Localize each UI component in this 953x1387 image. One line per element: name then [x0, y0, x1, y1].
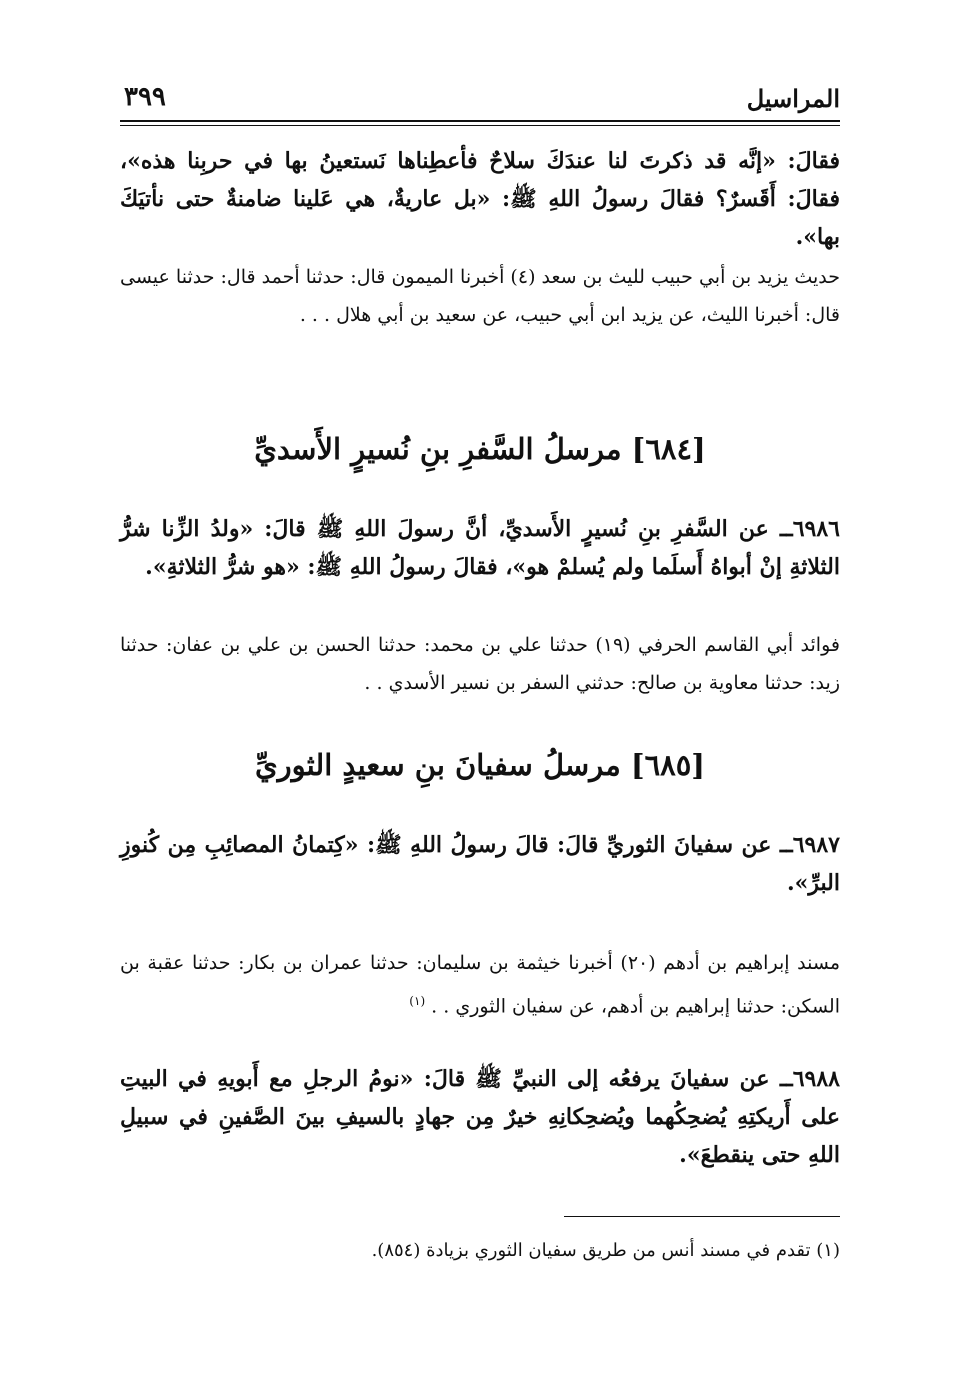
source-citation: حديث يزيد بن أبي حبيب لليث بن سعد (٤) أخبرنا الميمون قال: حدثنا أحمد قال: حدثنا عيسى قال: أخبرنا الليث، عن يزيد ابن أبي حبيب، عن سعيد بن أبي هلال . . .: [120, 266, 840, 326]
header-rule-thick: [120, 120, 840, 122]
hadith-continuation: فقالَ: «إنَّه قد ذكرتَ لنا عندَكَ سلاحٌ فأعطِناها نَستعينُ بها في حربِنا هذه»، فقالَ: أَقَسرٌ؟ فقالَ رسولُ اللهِ ﷺ: «بل عاريةٌ، هي عَلينا ضامنةٌ حتى نأتيَكَ بها».: [120, 148, 840, 250]
header-title: المراسيل: [746, 84, 840, 113]
hadith-6986: ٦٩٨٦ــ عن السَّفرِ بنِ نُسيرٍ الأَسديِّ، أنَّ رسولَ اللهِ ﷺ قالَ: «ولدُ الزِّنا شرُّ الثلاثةِ إنْ أبواهُ أَسلَما ولم يُسلمْ هو»، فقالَ رسولُ اللهِ ﷺ: «هو شرُّ الثلاثةِ».: [120, 516, 840, 580]
chapter-heading-685: [٦٨٥] مرسلُ سفيانَ بنِ سعيدٍ الثوريِّ: [254, 748, 706, 782]
running-header: [120, 78, 840, 118]
footnote: (١) تقدم في مسند أنس من طريق سفيان الثوري بزيادة (٨٥٤).: [371, 1240, 840, 1261]
hadith-6987: ٦٩٨٧ــ عن سفيانَ الثوريِّ قالَ: قالَ رسولُ اللهِ ﷺ: «كِتمانُ المصائِبِ مِن كُنوزِ البرِّ».: [120, 832, 840, 896]
hadith-6988: ٦٩٨٨ــ عن سفيانَ يرفعُه إلى النبيِّ ﷺ قالَ: «نومُ الرجلِ مع أَبويهِ في البيتِ على أَريكتِهِ يُضحِكُهما ويُضحِكانِهِ خيرٌ مِن جهادٍ بالسيفِ بينَ الصَّفينِ في سبيلِ اللهِ حتى ينقطعَ».: [120, 1066, 840, 1168]
header-rule-thin: [120, 125, 840, 126]
source-citation: [120, 944, 840, 1025]
chapter-heading-684: [٦٨٤] مرسلُ السَّفرِ بنِ نُسيرٍ الأَسديِّ: [254, 432, 706, 466]
source-text: مسند إبراهيم بن أدهم (٢٠) أخبرنا خيثمة بن سليمان: حدثنا عمران بن بكار: حدثنا عقبة بن السكن: حدثنا إبراهيم بن أدهم، عن سفيان الثوري . .: [120, 952, 841, 1018]
source-citation: فوائد أبي القاسم الحرفي (١٩) حدثنا علي بن محمد: حدثنا الحسن بن علي بن عفان: حدثنا زيد: حدثنا معاوية بن صالح: حدثني السفر بن نسير الأسدي . .: [120, 634, 840, 694]
footnote-reference: (١): [409, 994, 426, 1008]
footnote-separator: [564, 1216, 840, 1217]
page-number: ٣٩٩: [124, 82, 166, 112]
